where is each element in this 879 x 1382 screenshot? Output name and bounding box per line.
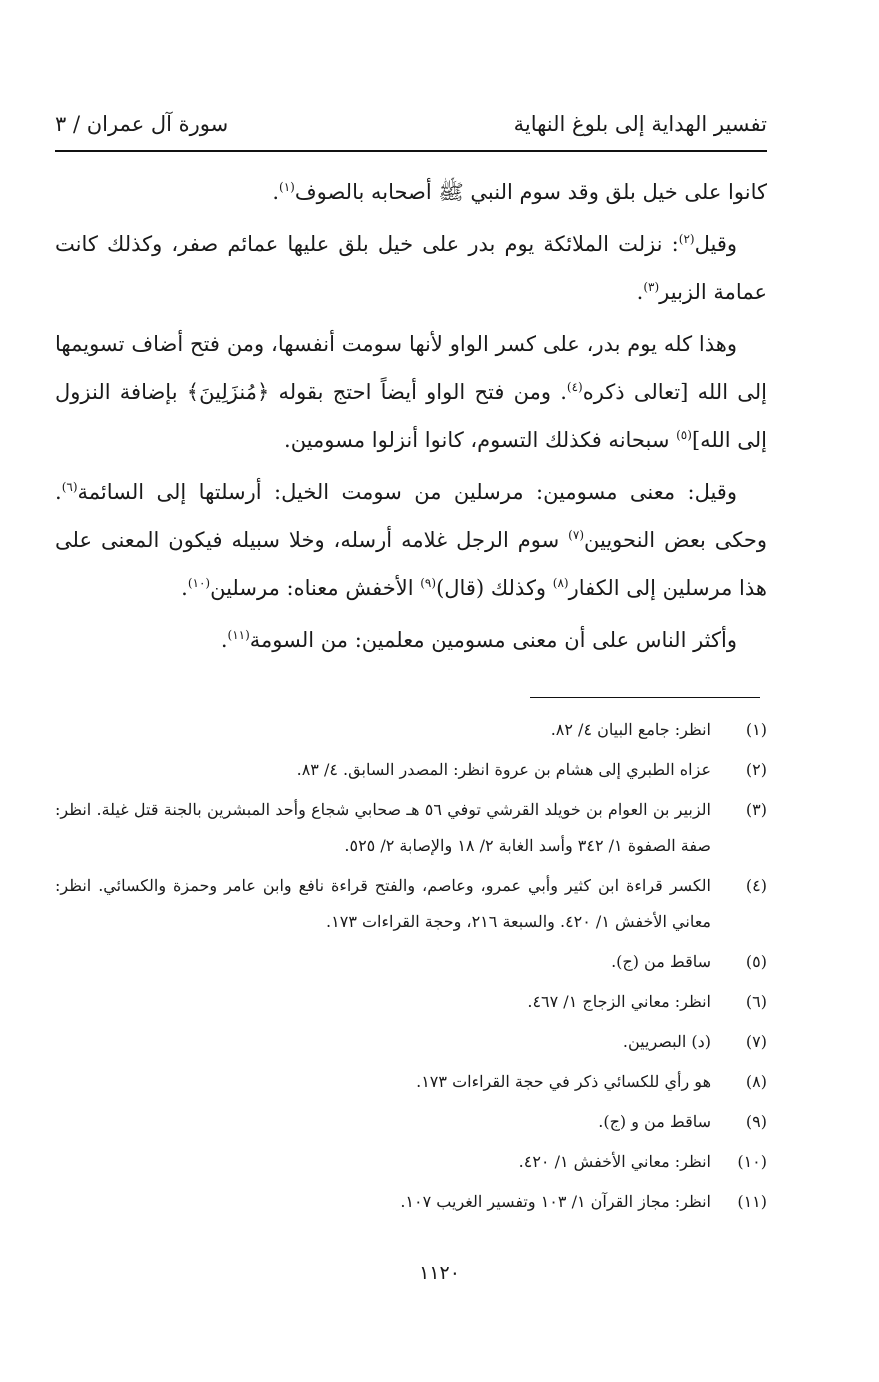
- text-run: . وحكى بعض النحويين: [55, 480, 768, 552]
- text-run: الأخفش معناه: مرسلين: [210, 576, 421, 600]
- text-run: سوم الرجل غلامه أرسله، وخلا سبيله فيكون المعنى على هذا مرسلين إلى الكفار: [55, 528, 767, 600]
- footnote-item: [55, 1064, 767, 1100]
- footnote-number: (١): [745, 720, 767, 739]
- footnote-number: (٥): [745, 952, 767, 971]
- footnote-number: (٩): [745, 1112, 767, 1131]
- footnote-item: [55, 868, 767, 940]
- running-header: [55, 112, 767, 144]
- footnote-text: انظر: معاني الأخفش ١/ ٤٢٠.: [518, 1152, 711, 1171]
- paragraph-3: [55, 320, 767, 464]
- text-run: وهذا كله يوم بدر، على كسر الواو لأنها سومت أنفسها، ومن فتح أضاف تسويمها إلى الله [تعالى ذكره: [55, 332, 767, 404]
- footnote-ref: (٨): [552, 576, 569, 590]
- text-run: .: [181, 576, 188, 600]
- footnote-number: (٦): [745, 992, 767, 1011]
- footnote-text: انظر: مجاز القرآن ١/ ١٠٣ وتفسير الغريب ١٠٧.: [400, 1192, 711, 1211]
- footnote-number: (٤): [745, 876, 767, 895]
- footnote-separator: [530, 697, 760, 698]
- footnote-ref: (١١): [227, 628, 250, 642]
- footnote-number: (٧): [745, 1032, 767, 1051]
- footnotes-list: [55, 712, 767, 1224]
- text-run: .: [220, 628, 228, 652]
- text-run: كانوا على خيل بلق وقد سوم النبي ﷺ أصحابه بالصوف: [294, 180, 767, 204]
- text-run: وقيل: معنى مسومين: مرسلين من سومت الخيل: أرسلتها إلى السائمة: [77, 480, 737, 504]
- text-run: وقيل: [694, 232, 737, 256]
- footnote-ref: (٥): [676, 428, 692, 442]
- text-run: .: [272, 180, 280, 204]
- book-title: تفسير الهداية إلى بلوغ النهاية: [513, 112, 767, 136]
- text-run: وكذلك (قال): [436, 576, 553, 600]
- text-run: : نزلت الملائكة يوم بدر على خيل بلق عليها عمائم صفر، وكذلك كانت عمامة الزبير: [55, 232, 767, 304]
- footnote-ref: (٢): [678, 232, 695, 246]
- header-rule: [55, 150, 767, 152]
- footnote-ref: (١): [279, 180, 295, 194]
- footnote-text: انظر: معاني الزجاج ١/ ٤٦٧.: [527, 992, 711, 1011]
- footnote-item: [55, 984, 767, 1020]
- footnote-item: [55, 1184, 767, 1220]
- footnote-number: (٨): [745, 1072, 767, 1091]
- footnote-ref: (٣): [643, 280, 660, 294]
- footnote-number: (٢): [745, 760, 767, 779]
- footnote-number: (١٠): [737, 1152, 767, 1171]
- footnote-text: ساقط من و (ج).: [598, 1112, 711, 1131]
- footnote-text: عزاه الطبري إلى هشام بن عروة انظر: المصدر السابق. ٤/ ٨٣.: [296, 760, 711, 779]
- footnote-item: [55, 712, 767, 748]
- footnote-ref: (٩): [420, 576, 437, 590]
- footnote-number: (١١): [737, 1192, 767, 1211]
- footnote-text: انظر: جامع البيان ٤/ ٨٢.: [550, 720, 711, 739]
- footnote-item: [55, 792, 767, 864]
- text-run: .: [636, 280, 644, 304]
- body-text: [55, 168, 767, 668]
- footnote-ref: (٦): [61, 480, 78, 494]
- text-run: سبحانه فكذلك التسوم، كانوا أنزلوا مسومين.: [284, 428, 677, 452]
- paragraph-4: [55, 468, 767, 612]
- footnote-item: [55, 1104, 767, 1140]
- footnote-ref: (١٠): [187, 576, 211, 590]
- text-run: . ومن فتح الواو أيضاً احتج بقوله ﴿مُنزَلِينَ﴾ بإضافة النزول إلى الله]: [55, 380, 767, 452]
- footnote-item: [55, 1144, 767, 1180]
- paragraph-1: [55, 168, 767, 216]
- surah-label: سورة آل عمران / ٣: [55, 112, 229, 136]
- footnote-ref: (٤): [566, 380, 583, 394]
- paragraph-2: [55, 220, 767, 316]
- footnote-text: (د) البصريين.: [622, 1032, 711, 1051]
- text-run: وأكثر الناس على أن معنى مسومين معلمين: من السومة: [249, 628, 737, 652]
- paragraph-5: [55, 616, 767, 664]
- footnote-item: [55, 944, 767, 980]
- footnote-text: الزبير بن العوام بن خويلد القرشي توفي ٥٦ هـ صحابي شجاع وأحد المبشرين بالجنة قتل غيلة. انظر: صفة الصفوة ١/ ٣٤٢ وأسد الغابة ٢/ ١٨ والإصابة ٢/ ٥٢٥.: [55, 800, 711, 855]
- footnote-item: [55, 1024, 767, 1060]
- footnote-item: [55, 752, 767, 788]
- footnote-text: الكسر قراءة ابن كثير وأبي عمرو، وعاصم، والفتح قراءة نافع وابن عامر وحمزة والكسائي. انظر: معاني الأخفش ١/ ٤٢٠. والسبعة ٢١٦، وحجة القراءات ١٧٣.: [55, 876, 711, 931]
- footnote-text: ساقط من (ج).: [611, 952, 711, 971]
- footnote-number: (٣): [745, 800, 767, 819]
- page-number: ١١٢٠: [419, 1262, 460, 1284]
- footnote-text: هو رأي للكسائي ذكر في حجة القراءات ١٧٣.: [416, 1072, 711, 1091]
- footnote-ref: (٧): [568, 528, 584, 542]
